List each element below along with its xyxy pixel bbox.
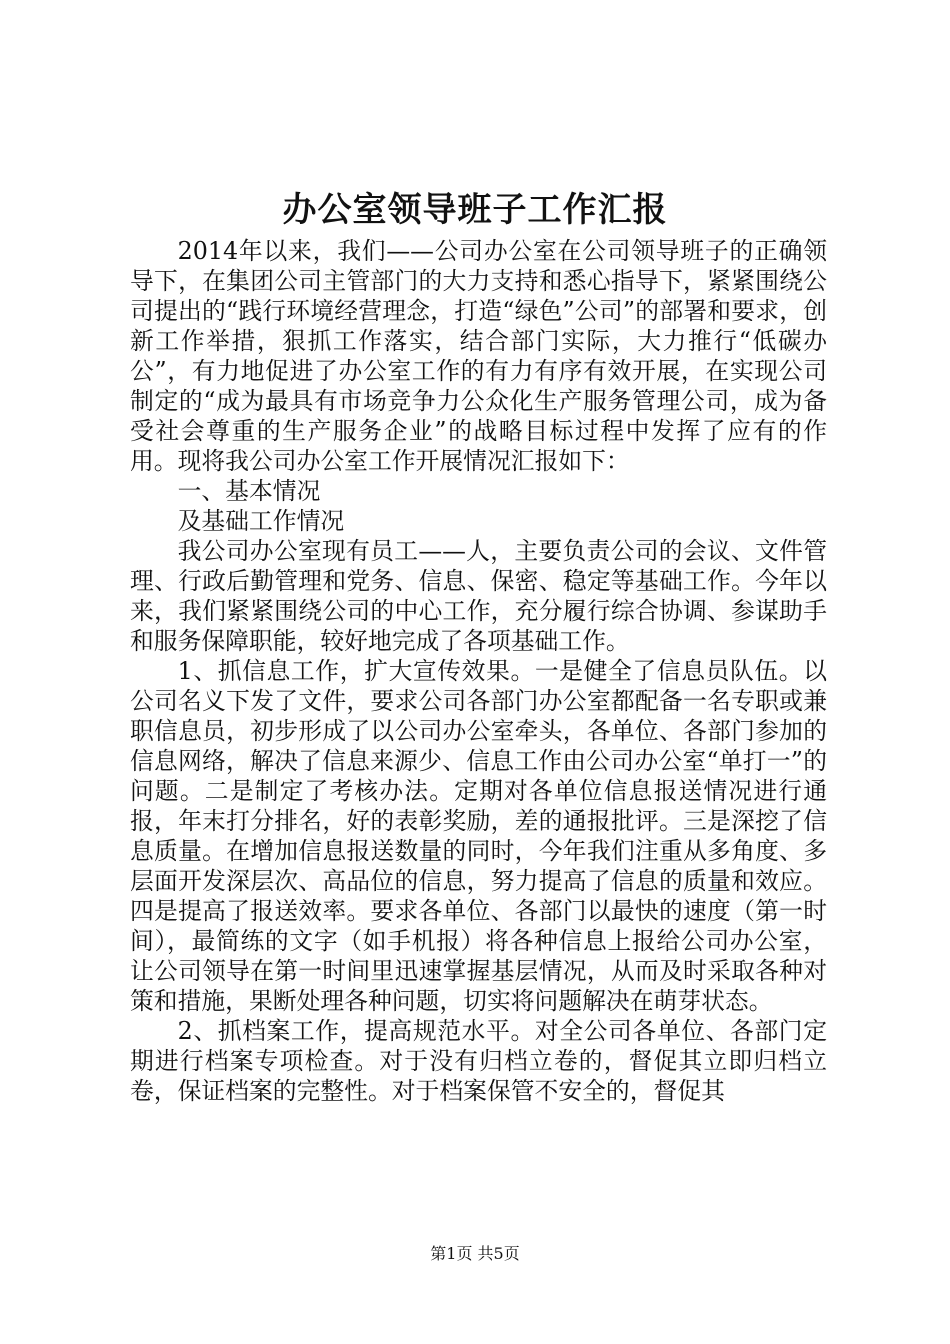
paragraph-information-work: 1、抓信息工作，扩大宣传效果。一是健全了信息员队伍。以公司名义下发了文件，要求公司各部门办公室都配备一名专职或兼职信息员，初步形成了以公司办公室牵头，各单位、各部门参加的信息网络，解决了信息来源少、信息工作由公司办公室“单打一”的问题。二是制定了考核办法。定期对各单位信息报送情况进行通报，年末打分排名，好的表彰奖励，差的通报批评。三是深挖了信息质量。在增加信息报送数量的同时，今年我们注重从多角度、多层面开发深层次、高品位的信息，努力提高了信息的质量和效应。四是提高了报送效率。要求各单位、各部门以最快的速度（第一时间），最简练的文字（如手机报）将各种信息上报给公司办公室，让公司领导在第一时间里迅速掌握基层情况，从而及时采取各种对策和措施，果断处理各种问题，切实将问题解决在萌芽状态。 [130,657,827,1015]
paragraph-staff: 我公司办公室现有员工——人，主要负责公司的会议、文件管理、行政后勤管理和党务、信息、保密、稳定等基础工作。今年以来，我们紧紧围绕公司的中心工作，充分履行综合协调、参谋助手和服务保障职能，较好地完成了各项基础工作。 [130,537,827,655]
paragraph-intro: 2014年以来，我们——公司办公室在公司领导班子的正确领导下，在集团公司主管部门的大力支持和悉心指导下，紧紧围绕公司提出的“践行环境经营理念，打造“绿色”公司”的部署和要求，创新工作举措，狠抓工作落实，结合部门实际，大力推行“低碳办公”，有力地促进了办公室工作的有力有序有效开展，在实现公司制定的“成为最具有市场竞争力公众化生产服务管理公司，成为备受社会尊重的生产服务企业”的战略目标过程中发挥了应有的作用。现将我公司办公室工作开展情况汇报如下： [130,237,827,475]
page-number-footer: 第1页 共5页 [430,1244,520,1263]
paragraph-archive-work: 2、抓档案工作，提高规范水平。对全公司各单位、各部门定期进行档案专项检查。对于没有归档立卷的，督促其立即归档立卷，保证档案的完整性。对于档案保管不安全的，督促其 [130,1017,827,1105]
document-body [130,236,827,1106]
document-title: 办公室领导班子工作汇报 [282,190,668,230]
section-heading-foundation: 及基础工作情况 [177,507,345,535]
section-heading-basic: 一、基本情况 [177,477,321,505]
